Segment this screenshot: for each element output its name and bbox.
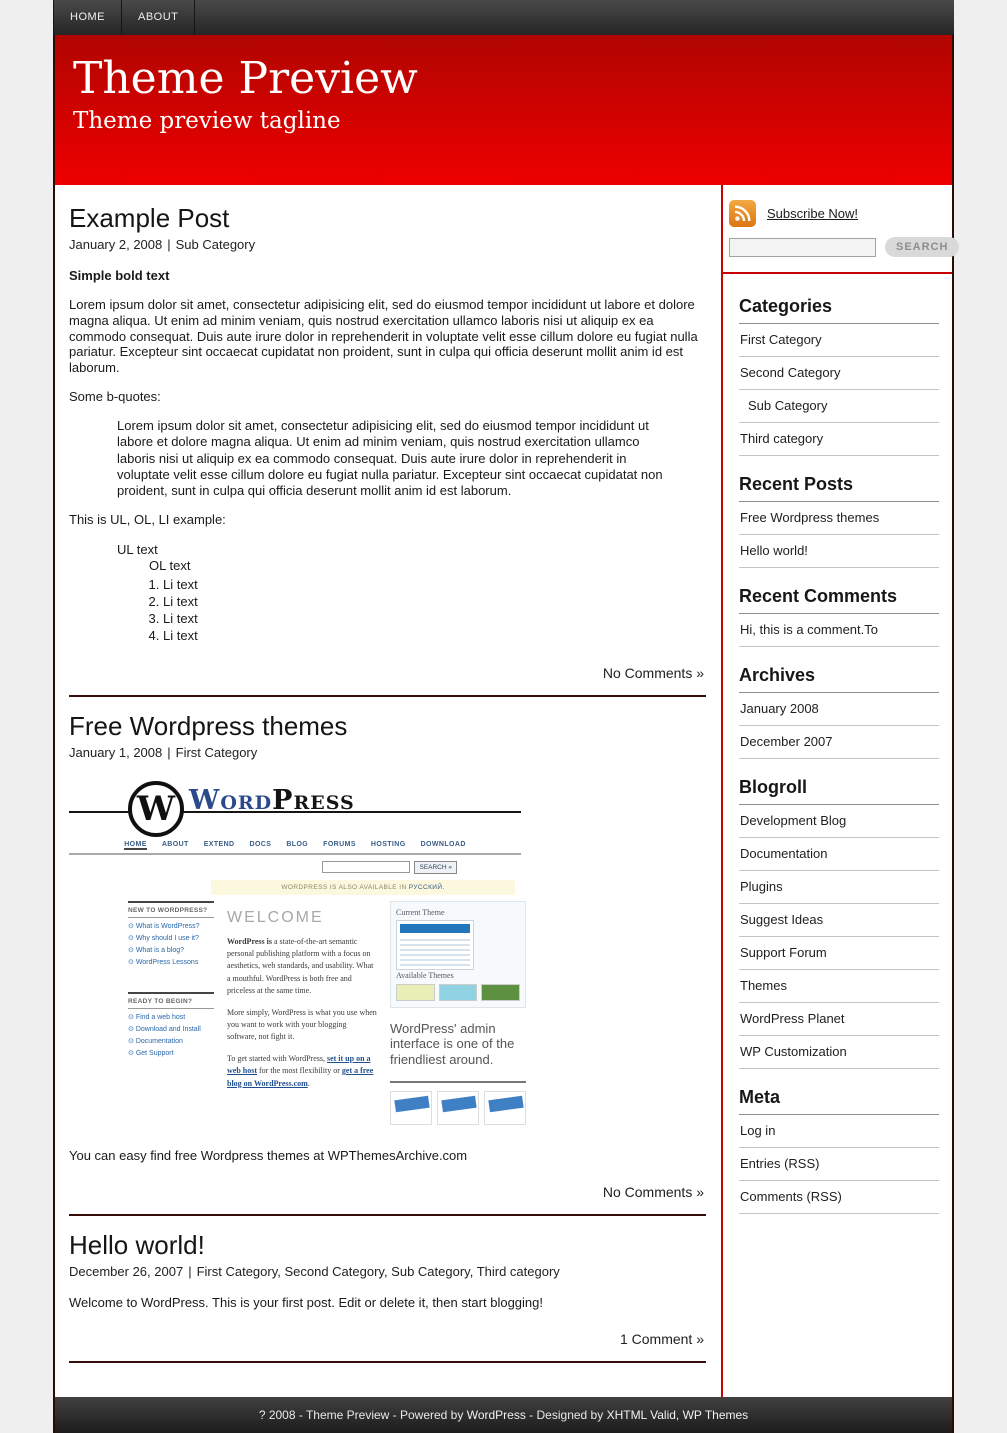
wp-sidebar-links [128,922,214,966]
sidebar-link-log-in[interactable]: Log in [739,1115,939,1148]
search-row [729,237,949,257]
post-paragraph: Lorem ipsum dolor sit amet, consectetur adipisicing elit, sed do eiusmod tempor incididunt ut labore et dolore magna aliqua. Ut enim ad minim veniam, quis nostrud exercitation ullamco laboris nisi ut aliquip ex ea commodo consequat. Duis aute irure dolor in reprehenderit in voluptate velit esse cillum dolore eu fugiat nulla pariatur. Excepteur sint occaecat cupidatat non proident, sunt in culpa qui officia deserunt mollit anim id est laborum. [69,296,698,376]
no-comments-link[interactable]: No Comments » [602,664,704,681]
wp-theme-thumbnail [481,984,520,1001]
main-row [53,185,954,1397]
sidebar-search-input[interactable] [729,238,876,257]
sidebar-section-meta [739,1087,939,1214]
ol-label: OL text [149,558,191,574]
wp-admin-caption: WordPress' admin interface is one of the friendliest around. [390,1020,515,1068]
wp-sidebar-heading: NEW TO WORDPRESS? [128,901,214,918]
wp-theme-thumbnail [439,984,478,1001]
post-meta [69,237,706,252]
sidebar-section-recent-comments [739,586,939,647]
footer-xhtml-valid-link[interactable]: XHTML Valid [606,1407,676,1422]
ordered-list [117,577,706,645]
sidebar-section-recent-posts [739,474,939,568]
subscribe-search-box [723,185,952,274]
wp-theme-thumbnail [396,984,435,1001]
wp-welcome-column [227,901,377,1126]
wp-freeblog-link: get a free blog on WordPress.com [227,1066,374,1088]
sidebar-section-title: Recent Comments [739,586,939,614]
comments-link [69,1184,704,1200]
nav-tab-home[interactable]: HOME [53,0,122,35]
wp-photo-card [437,1091,479,1125]
wordpress-logo-icon: W [128,781,184,837]
sidebar-link-plugins[interactable]: Plugins [739,871,939,904]
sidebar-link-wordpress-planet[interactable]: WordPress Planet [739,1003,939,1036]
rss-icon[interactable] [729,200,756,227]
sidebar-link-comments-rss[interactable]: Comments (RSS) [739,1181,939,1214]
list-item: 3. Li text [163,611,706,627]
post-body: You can easy find free Wordpress themes at WPThemesArchive.com [69,1148,468,1164]
wp-sidebar-heading: READY TO BEGIN? [128,992,214,1009]
wp-sidebar-link: ⊙ Find a web host [128,1013,214,1021]
wp-sidebar-link: ⊙ What is WordPress? [128,922,214,930]
wp-nav-item-extend: EXTEND [203,840,235,848]
wp-screenshot-columns [69,899,521,1136]
sidebar-link-documentation[interactable]: Documentation [739,838,939,871]
sidebar-link-sub-category[interactable]: Sub Category [739,390,939,423]
footer-copyright: ? 2008 - Theme Preview - Powered by [258,1407,467,1422]
post-body: Welcome to WordPress. This is your first post. Edit or delete it, then start blogging! [69,1295,543,1311]
sidebar-search-button[interactable]: SEARCH [885,237,959,257]
post-blockquote: Lorem ipsum dolor sit amet, consectetur adipisicing elit, sed do eiusmod tempor incididunt ut labore et dolore magna aliqua. Ut enim ad minim veniam, quis nostrud exercitation ullamco laboris nisi ut aliquip ex ea commodo consequat. Duis aute irure dolor in reprehenderit in voluptate velit esse cillum dolore eu fugiat nulla pariatur. Excepteur sint occaecat cupidatat non proident, sunt in culpa qui officia deserunt mollit anim id est laborum. [117,418,663,499]
sidebar [721,185,952,1397]
post-date: January 1, 2008 [69,744,163,760]
post-meta [69,1264,706,1279]
wp-paragraph: WordPress is a state-of-the-art semantic personal publishing platform with a focus on aesthetics, web standards, and usability. What a mouthful. WordPress is both free and priceless at the same time. [227,936,374,996]
wp-screenshot-header [69,778,521,836]
meta-separator: | [167,237,171,252]
wp-photo-cards [390,1081,526,1125]
content-column [55,185,721,1397]
sidebar-link-third-category[interactable]: Third category [739,423,939,456]
sidebar-section-blogroll [739,777,939,1069]
list-item: 1. Li text [163,577,706,593]
top-nav-bar [53,0,954,35]
sidebar-section-categories [739,296,939,456]
sidebar-link-second-category[interactable]: Second Category [739,357,939,390]
post-category-link[interactable]: First Category [175,744,258,760]
wp-nav-item-hosting: HOSTING [370,840,406,848]
wp-theme-thumbnails [396,984,520,1001]
wp-search-input [322,861,410,873]
post-bold-text: Simple bold text [69,268,170,283]
post-date: January 2, 2008 [69,237,163,252]
wp-nav-item-about: ABOUT [161,840,189,848]
sidebar-link-development-blog[interactable]: Development Blog [739,805,939,838]
sidebar-link-entries-rss[interactable]: Entries (RSS) [739,1148,939,1181]
sidebar-link-support-forum[interactable]: Support Forum [739,937,939,970]
subscribe-row [729,200,942,227]
sidebar-link-first-category[interactable]: First Category [739,324,939,357]
wp-photo-card [390,1091,432,1125]
nav-tab-about[interactable]: ABOUT [122,0,195,35]
list-item: 4. Li text [163,628,706,644]
post-category-link[interactable]: First Category, Second Category, Sub Category, Third category [196,1264,560,1280]
wp-admin-lines [400,936,470,966]
wp-sidebar-link: ⊙ Get Support [128,1049,214,1057]
sidebar-link-hi-this-is-a-comment-to[interactable]: Hi, this is a comment.To [739,614,939,647]
wp-themes-column [390,901,526,1126]
wordpress-logotype: WordPress [189,784,355,816]
wp-photo-card [484,1091,526,1125]
wp-sidebar-link: ⊙ What is a blog? [128,946,214,954]
sidebar-link-themes[interactable]: Themes [739,970,939,1003]
wp-theme-panel [390,901,526,1008]
site-title[interactable]: Theme Preview [73,53,418,104]
sidebar-link-hello-world[interactable]: Hello world! [739,535,939,568]
wp-setup-link: set it up on a web host [227,1053,371,1076]
post-list-intro: This is UL, OL, LI example: [69,512,226,528]
site-footer [53,1397,954,1433]
wordpress-org-screenshot[interactable] [69,778,521,1136]
wp-search-button: SEARCH » [414,861,457,874]
wp-nav-item-docs: DOCS [249,840,272,848]
list-item: 2. Li text [163,594,706,610]
sidebar-section-title: Archives [739,665,939,693]
wp-nav-item-download: DOWNLOAD [420,840,466,848]
wp-admin-mockup [396,920,474,970]
post-title[interactable]: Free Wordpress themes [69,710,348,741]
wp-nav-item-forums: FORUMS [323,840,356,848]
ul-label: UL text [117,542,158,558]
one-comment-link[interactable]: 1 Comment » [619,1330,704,1347]
wp-sidebar-link: ⊙ Why should I use it? [128,934,214,942]
post-free-wordpress-themes [69,711,706,1216]
sidebar-link-january-2008[interactable]: January 2008 [739,693,939,726]
sidebar-link-free-wordpress-themes[interactable]: Free Wordpress themes [739,502,939,535]
site-header [53,35,954,185]
comments-link [69,665,704,681]
footer-wp-themes-link[interactable]: WP Themes [682,1407,749,1422]
sidebar-section-archives [739,665,939,759]
comments-link [69,1331,704,1347]
post-quotes-intro: Some b-quotes: [69,389,161,405]
wp-sidebar-link: ⊙ Documentation [128,1037,214,1045]
wp-screenshot-nav [69,841,521,850]
footer-wordpress-link[interactable]: WordPress [466,1407,526,1422]
wp-current-theme-label: Current Theme [396,907,445,917]
post-list-example [117,542,706,645]
post-example-post [69,203,706,697]
post-category-link[interactable]: Sub Category [175,237,256,252]
wp-language-notice: WORDPRESS IS ALSO AVAILABLE IN РУССКИЙ. [211,880,515,895]
sidebar-section-title: Blogroll [739,777,939,805]
wp-sidebar-link: ⊙ Download and Install [128,1025,214,1033]
wp-nav-item-home: HOME [124,840,147,848]
wp-paragraph: To get started with WordPress, set it up on a web host for the most flexibility or get a free blog on WordPress.com. [227,1053,374,1088]
post-meta [69,745,706,760]
sidebar-link-suggest-ideas[interactable]: Suggest Ideas [739,904,939,937]
wp-screenshot-search [69,855,521,876]
sidebar-section-title: Recent Posts [739,474,939,502]
sidebar-link-wp-customization[interactable]: WP Customization [739,1036,939,1069]
page-wrapper [53,0,954,1433]
post-hello-world [69,1230,706,1363]
post-date: December 26, 2007 [69,1264,184,1280]
sidebar-sections [723,274,952,1238]
wp-paragraph: More simply, WordPress is what you use when you want to work with your blogging software, not fight it. [227,1007,377,1042]
post-title[interactable]: Example Post [69,203,230,233]
wp-left-sidebar [128,901,214,1126]
wp-welcome-title: WELCOME [227,908,324,926]
meta-separator: | [188,1264,192,1280]
meta-separator: | [167,744,171,760]
subscribe-now-link[interactable]: Subscribe Now! [767,206,859,221]
wp-sidebar-links [128,1013,214,1057]
site-tagline: Theme preview tagline [73,107,341,134]
wp-nav-item-blog: BLOG [286,840,309,848]
sidebar-section-title: Categories [739,296,939,324]
wp-admin-bar [400,924,470,933]
footer-separator: , [675,1407,683,1422]
wp-sidebar-link: ⊙ WordPress Lessons [128,958,214,966]
no-comments-link[interactable]: No Comments » [602,1184,704,1201]
wp-available-themes-label: Available Themes [396,970,454,980]
footer-designed-by: - Designed by [525,1407,607,1422]
sidebar-section-title: Meta [739,1087,939,1115]
post-title[interactable]: Hello world! [69,1230,205,1261]
sidebar-link-december-2007[interactable]: December 2007 [739,726,939,759]
